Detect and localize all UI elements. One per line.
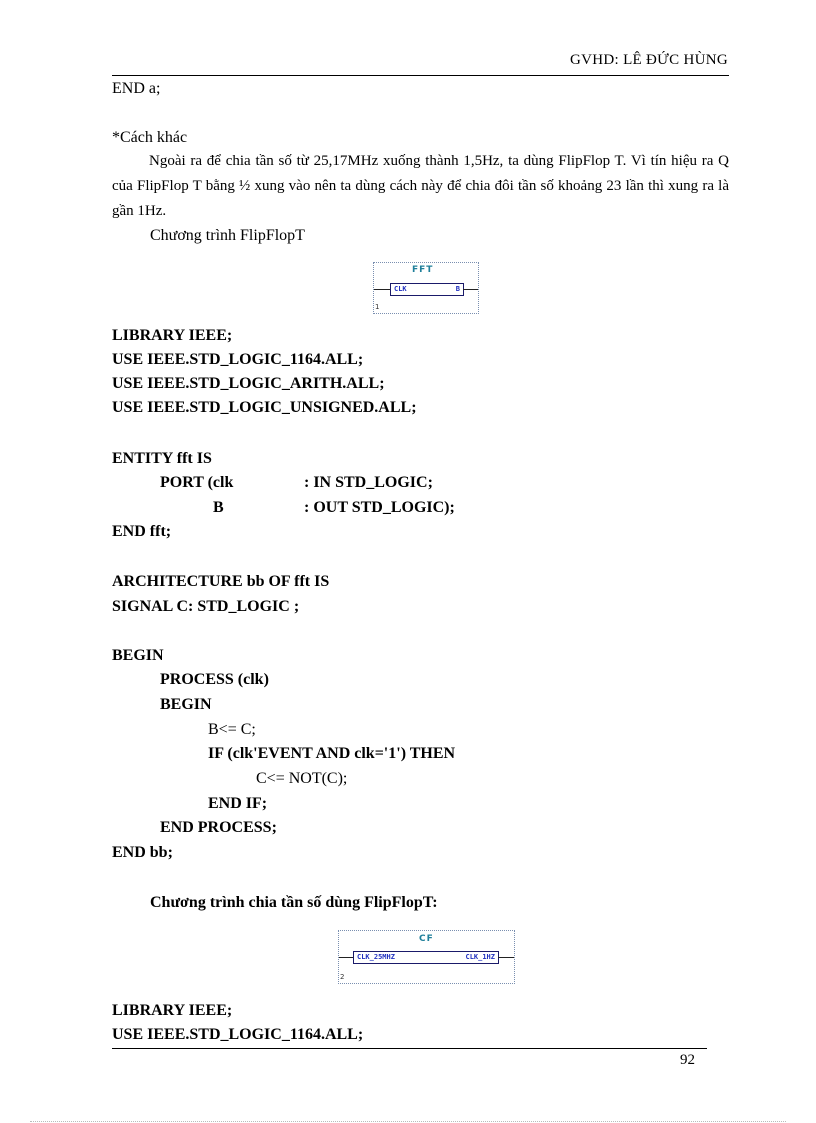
heading-chuong-trinh-cf: Chương trình chia tần số dùng FlipFlopT: <box>150 894 438 911</box>
code-signal: SIGNAL C: STD_LOGIC ; <box>112 598 300 615</box>
code-begin: BEGIN <box>112 647 164 664</box>
fft-block-body <box>390 283 464 296</box>
header-divider <box>112 75 729 76</box>
code-port-clk: PORT (clk <box>160 474 234 491</box>
cf-output-wire <box>498 957 514 958</box>
code-assign-b: B<= C; <box>208 721 256 738</box>
code-port-clk-type: : IN STD_LOGIC; <box>304 474 433 491</box>
code-if-statement: IF (clk'EVENT AND clk='1') THEN <box>208 745 456 762</box>
fft-port-b: B <box>455 285 460 293</box>
fft-port-clk: CLK <box>394 285 407 293</box>
code-use-unsigned: USE IEEE.STD_LOGIC_UNSIGNED.ALL; <box>112 399 417 416</box>
code-use-arith: USE IEEE.STD_LOGIC_ARITH.ALL; <box>112 375 385 392</box>
fft-block-title: FFT <box>412 265 434 275</box>
code-library-2: LIBRARY IEEE; <box>112 1002 233 1019</box>
code-entity: ENTITY fft IS <box>112 450 212 467</box>
code-end-a: END a; <box>112 80 161 97</box>
fft-block-index: 1 <box>375 303 380 311</box>
cf-port-clk-25mhz: CLK_25MHZ <box>357 953 395 961</box>
cf-block-index: 2 <box>340 973 345 981</box>
page-header: GVHD: LÊ ĐỨC HÙNG <box>570 52 728 68</box>
code-end-if: END IF; <box>208 795 268 812</box>
code-library: LIBRARY IEEE; <box>112 327 233 344</box>
fft-input-wire <box>374 289 390 290</box>
code-process: PROCESS (clk) <box>160 671 269 688</box>
code-assign-c: C<= NOT(C); <box>256 770 348 787</box>
heading-chuong-trinh-fft: Chương trình FlipFlopT <box>150 227 305 244</box>
cf-block-body <box>353 951 499 964</box>
code-end-fft: END fft; <box>112 523 172 540</box>
fft-output-wire <box>463 289 478 290</box>
code-use-1164-2: USE IEEE.STD_LOGIC_1164.ALL; <box>112 1026 364 1043</box>
code-use-1164: USE IEEE.STD_LOGIC_1164.ALL; <box>112 351 364 368</box>
page-bottom-border <box>30 1121 786 1122</box>
cf-block-title: CF <box>419 934 434 944</box>
cf-block-diagram <box>338 930 515 984</box>
footer-divider <box>112 1048 707 1049</box>
code-end-process: END PROCESS; <box>160 819 277 836</box>
code-begin-inner: BEGIN <box>160 696 212 713</box>
section-heading-cach-khac: *Cách khác <box>112 129 188 146</box>
page-number: 92 <box>680 1052 695 1068</box>
cf-port-clk-1hz: CLK_1HZ <box>465 953 495 961</box>
code-architecture: ARCHITECTURE bb OF fft IS <box>112 573 330 590</box>
code-port-b: B <box>213 499 224 516</box>
cf-input-wire <box>339 957 353 958</box>
paragraph-description: Ngoài ra để chia tần số từ 25,17MHz xuống thành 1,5Hz, ta dùng FlipFlop T. Vì tín hiệu ra Q của FlipFlop T bằng ½ xung vào nên ta dùng cách này để chia đôi tần số khoảng 23 lần thì xung ra là gần 1Hz. <box>112 153 729 219</box>
code-port-b-type: : OUT STD_LOGIC); <box>304 499 455 516</box>
code-end-bb: END bb; <box>112 844 173 861</box>
fft-block-diagram <box>373 262 479 314</box>
